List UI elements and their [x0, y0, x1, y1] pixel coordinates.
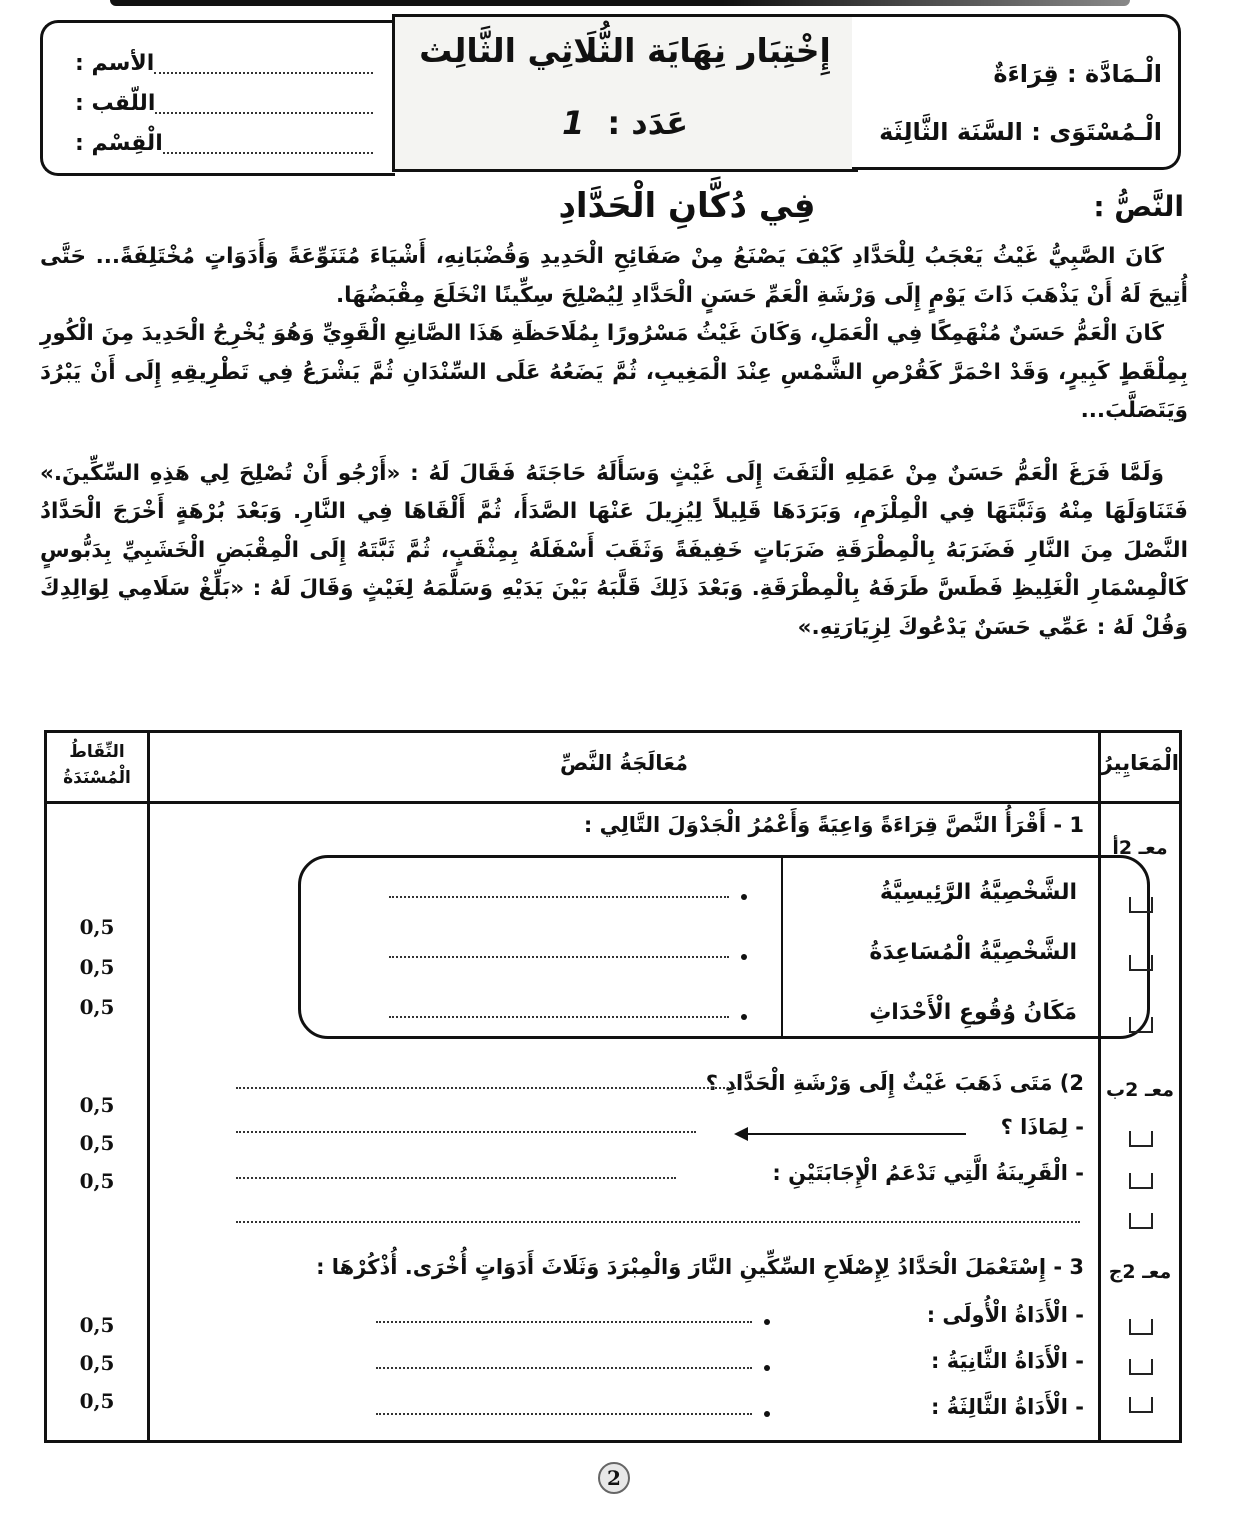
answer-line[interactable] [389, 1016, 729, 1018]
answer-line[interactable] [389, 956, 729, 958]
bullet-icon [741, 954, 747, 960]
q3-point: 0,5 [79, 1351, 115, 1375]
issue-number: 1 [561, 104, 585, 142]
subject-label: الْـمَادَّة : قِرَاءَةٌ [993, 60, 1162, 88]
score-checkbox[interactable] [1129, 1319, 1153, 1335]
subject-box [852, 14, 1181, 170]
criteria-header: الْمَعَايِيرُ [1100, 751, 1179, 775]
score-checkbox[interactable] [1129, 1213, 1153, 1229]
q1-point: 0,5 [79, 955, 115, 979]
points-column [47, 733, 150, 1440]
processing-header: مُعَالَجَةُ النَّصِّ [559, 751, 689, 775]
answer-line[interactable] [389, 896, 729, 898]
class-label: الْقِسْم : [75, 130, 163, 156]
name-field[interactable] [67, 43, 373, 83]
passage-paragraph: كَانَ الْعَمُّ حَسَنٌ مُنْهَمِكًا فِي الْعَمَلِ، وَكَانَ غَيْثُ مَسْرُورًا بِمُلَاحَظَةِ هَذَا الصَّانِعِ الْقَوِيِّ وَهُوَ يُخْرِجُ الْحَدِيدَ مِنَ الْكُورِ بِمِلْقَطٍ كَبِيرٍ، وَقَدْ احْمَرَّ كَقُرْصِ الشَّمْسِ عِنْدَ الْمَغِيبِ، ثُمَّ يَضَعُهُ عَلَى السِّنْدَانِ ثُمَّ يَشْرَعُ فِي تَطْرِيقِهِ إِلَى أَنْ يَبْرُدَ وَيَتَصَلَّبَ... [40, 321, 1188, 423]
score-checkbox[interactable] [1129, 1359, 1153, 1375]
issue-line [395, 104, 855, 142]
question-3-tool-3: - الْأَدَاةُ الثَّالِثَةُ : [931, 1395, 1084, 1419]
score-checkbox[interactable] [1129, 1017, 1153, 1033]
surname-field[interactable] [67, 83, 373, 123]
bullet-icon [764, 1319, 770, 1325]
passage-paragraph: كَانَ الصَّبِيُّ غَيْثُ يَعْجَبُ لِلْحَدَّادِ كَيْفَ يَصْنَعُ مِنْ صَفَائِحِ الْحَدِيدِ وَقُضْبَانِهِ، أَشْيَاءَ مُتَنَوِّعَةً وَأَدَوَاتٍ مُخْتَلِفَةً... حَتَّى أُتِيحَ لَهُ أَنْ يَذْهَبَ ذَاتَ يَوْمٍ إِلَى وَرْشَةِ الْعَمِّ حَسَنٍ الْحَدَّادِ لِيُصْلِحَ سِكِّينًا انْخَلَعَ مِقْبَضُهَا. [40, 244, 1188, 308]
passage-text [40, 238, 1188, 647]
grid-divider [781, 858, 783, 1036]
criterion-2c: معـ 2ج [1108, 1261, 1172, 1283]
grid-label-secondary-character: الشَّخْصِيَّةُ الْمُسَاعِدَةُ [869, 940, 1077, 965]
grid-label-main-character: الشَّخْصِيَّةُ الرَّئِيسِيَّةُ [879, 880, 1077, 905]
q3-point: 0,5 [79, 1313, 115, 1337]
answer-line[interactable] [236, 1131, 696, 1133]
score-checkbox[interactable] [1129, 955, 1153, 971]
passage-title: فِي دُكَّانِ الْحَدَّادِ [558, 186, 816, 226]
arrow-left-icon [736, 1133, 966, 1135]
student-info-box [40, 20, 395, 176]
bullet-icon [741, 1014, 747, 1020]
class-field[interactable] [67, 123, 373, 163]
q2-point: 0,5 [79, 1093, 115, 1117]
answer-line[interactable] [236, 1221, 1080, 1223]
name-input-line[interactable] [154, 60, 373, 74]
question-3-tool-1: - الْأَدَاةُ الْأُولَى : [926, 1303, 1084, 1327]
surname-label: اللّقب : [75, 90, 156, 116]
level-label: الْـمُسْتَوَى : السَّنَة الثَّالِثَة [879, 118, 1162, 146]
score-checkbox[interactable] [1129, 1173, 1153, 1189]
grid-label-event-place: مَكَانُ وُقُوعِ الْأَحْدَاثِ [869, 1000, 1077, 1025]
name-label: الأسم : [75, 50, 155, 76]
questions-table [44, 730, 1182, 1443]
q1-point: 0,5 [79, 995, 115, 1019]
criterion-2b: معـ 2ب [1106, 1079, 1174, 1101]
question-2: 2) مَتَى ذَهَبَ غَيْثٌ إِلَى وَرْشَةِ الْحَدَّادِ ؟ [705, 1071, 1084, 1095]
score-checkbox[interactable] [1129, 897, 1153, 913]
question-3: 3 - إِسْتَعْمَلَ الْحَدَّادُ لِإِصْلَاحِ السِّكِّينِ النَّارَ وَالْمِبْرَدَ وَثَلَاثَ أَدَوَاتٍ أُخْرَى. أُذْكُرْهَا : [316, 1255, 1084, 1279]
bullet-icon [741, 894, 747, 900]
exam-header [40, 12, 1182, 164]
bullet-icon [764, 1365, 770, 1371]
question-2-evidence: - الْقَرِينَةُ الَّتِي تَدْعَمُ الْإِجَابَتَيْنِ : [772, 1161, 1084, 1185]
answer-line[interactable] [236, 1177, 676, 1179]
question-1: 1 - أَقْرَأُ النَّصَّ قِرَاءَةً وَاعِيَةً وَأَعْمُرُ الْجَدْوَلَ التَّالِي : [583, 813, 1084, 837]
surname-input-line[interactable] [155, 100, 373, 114]
criterion-2a: معـ 2أ [1112, 837, 1168, 859]
passage-paragraph: وَلَمَّا فَرَغَ الْعَمُّ حَسَنٌ مِنْ عَمَلِهِ الْتَفَتَ إِلَى غَيْثٍ وَسَأَلَهُ حَاجَتَهُ فَقَالَ لَهُ : «أَرْجُو أَنْ تُصْلِحَ لِي هَذِهِ السِّكِّينَ.» فَتَنَاوَلَهَا مِنْهُ وَثَبَّتَهَا فِي الْمِلْزَمِ، وَبَرَدَهَا قَلِيلاً لِيُزِيلَ عَنْهَا الصَّدَأَ، ثُمَّ أَلْقَاهَا فِي النَّارِ. وَبَعْدَ بُرْهَةٍ أَخْرَجَ الْحَدَّادُ النَّصْلَ مِنَ النَّارِ فَضَرَبَهُ بِالْمِطْرَقَةِ ضَرَبَاتٍ خَفِيفَةً وَثَقَبَ أَسْفَلَهُ بِمِثْقَبٍ، ثُمَّ ثَبَّتَهُ إِلَى الْمِقْبَضِ الْخَشَبِيِّ بِدَبُّوسٍ كَالْمِسْمَارِ الْغَلِيظِ فَطَسَّ طَرَفَهُ بِالْمِطْرَقَةِ. وَبَعْدَ ذَلِكَ قَلَّبَهُ بَيْنَ يَدَيْهِ وَسَلَّمَهُ لِغَيْثٍ وَقَالَ لَهُ : «بَلِّغْ سَلَامِي لِوَالِدِكَ وَقُلْ لَهُ : عَمِّي حَسَنٌ يَدْعُوكَ لِزِيَارَتِهِ.» [40, 460, 1188, 640]
criteria-column [1101, 733, 1179, 1440]
q3-point: 0,5 [79, 1389, 115, 1413]
bullet-icon [764, 1411, 770, 1417]
page-number: 2 [598, 1462, 630, 1494]
class-input-line[interactable] [163, 140, 373, 154]
exam-title: إِخْتِبَار نِهَايَة الثُّلَاثِي الثَّالِث [419, 31, 831, 70]
score-checkbox[interactable] [1129, 1397, 1153, 1413]
exam-title-box [392, 14, 858, 172]
top-edge-bar [110, 0, 1130, 6]
passage-heading: النَّصُّ : [1093, 190, 1184, 223]
q2-point: 0,5 [79, 1131, 115, 1155]
question-3-tool-2: - الْأَدَاةُ الثَّانِيَةُ : [931, 1349, 1084, 1373]
answer-line[interactable] [376, 1367, 752, 1369]
q2-point: 0,5 [79, 1169, 115, 1193]
answer-line[interactable] [376, 1413, 752, 1415]
points-header: النِّقَاطُ الْمُسْنَدَةُ [63, 742, 131, 788]
answer-line[interactable] [236, 1087, 736, 1089]
question-2-why: - لِمَاذَا ؟ [1000, 1115, 1084, 1139]
q1-point: 0,5 [79, 915, 115, 939]
processing-column [150, 733, 1101, 1440]
answer-line[interactable] [376, 1321, 752, 1323]
q1-answer-grid [298, 855, 1150, 1039]
issue-label: عَدَد : [607, 104, 689, 142]
score-checkbox[interactable] [1129, 1131, 1153, 1147]
